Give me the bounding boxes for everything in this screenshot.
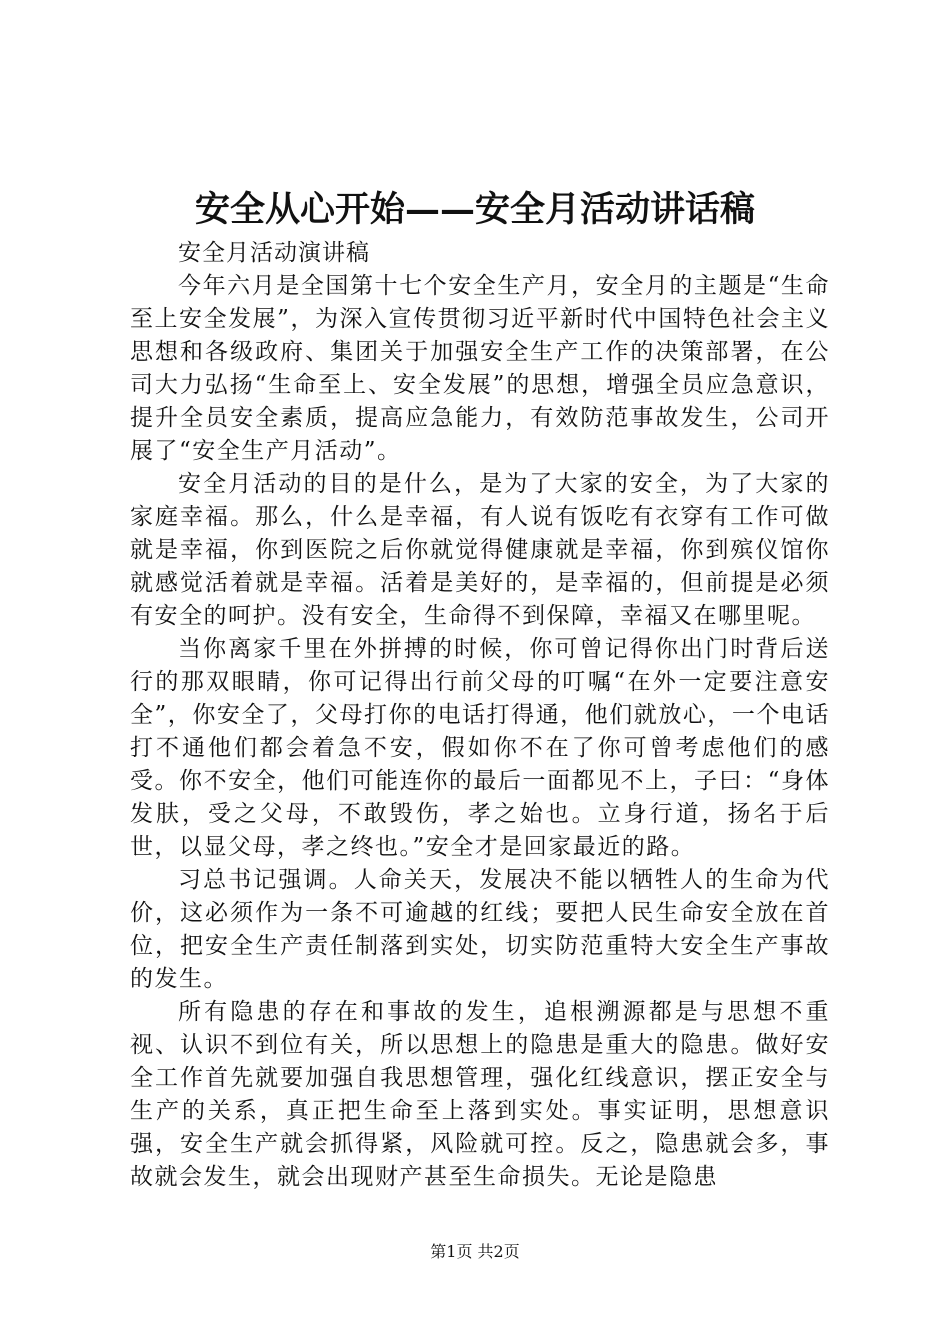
document-subtitle: 安全月活动演讲稿 [178, 240, 370, 266]
page-title: 安全从心开始——安全月活动讲话稿 [194, 189, 755, 230]
paragraph: 习总书记强调。人命关天，发展决不能以牺牲人的生命为代价，这必须作为一条不可逾越的红线；要把人民生命安全放在首位，把安全生产责任制落到实处，切实防范重特大安全生产事故的发生。 [130, 867, 830, 992]
page-footer: 第1页 共2页 [430, 1242, 520, 1261]
paragraph: 安全月活动的目的是什么，是为了大家的安全，为了大家的家庭幸福。那么，什么是幸福，有人说有饭吃有衣穿有工作可做就是幸福，你到医院之后你就觉得健康就是幸福，你到殡仪馆你就感觉活着就是幸福。活着是美好的，是幸福的，但前提是必须有安全的呵护。没有安全，生命得不到保障，幸福又在哪里呢。 [130, 471, 830, 629]
paragraph: 当你离家千里在外拼搏的时候，你可曾记得你出门时背后送行的那双眼睛，你可记得出行前父母的叮嘱“在外一定要注意安全”，你安全了，父母打你的电话打得通，他们就放心，一个电话打不通他们都会着急不安，假如你不在了你可曾考虑他们的感受。你不安全，他们可能连你的最后一面都见不上，子曰：“身体发肤，受之父母，不敢毁伤，孝之始也。立身行道，扬名于后世，以显父母，孝之终也。”安全才是回家最近的路。 [130, 636, 830, 860]
paragraph: 今年六月是全国第十七个安全生产月，安全月的主题是“生命至上安全发展”，为深入宣传贯彻习近平新时代中国特色社会主义思想和各级政府、集团关于加强安全生产工作的决策部署，在公司大力弘扬“生命至上、安全发展”的思想，增强全员应急意识，提升全员安全素质，提高应急能力，有效防范事故发生，公司开展了“安全生产月活动”。 [130, 273, 830, 464]
document-body [130, 270, 830, 1190]
paragraph: 所有隐患的存在和事故的发生，追根溯源都是与思想不重视、认识不到位有关，所以思想上的隐患是重大的隐患。做好安全工作首先就要加强自我思想管理，强化红线意识，摆正安全与生产的关系，真正把生命至上落到实处。事实证明，思想意识强，安全生产就会抓得紧，风险就可控。反之，隐患就会多，事故就会发生，就会出现财产甚至生命损失。无论是隐患 [130, 999, 830, 1190]
